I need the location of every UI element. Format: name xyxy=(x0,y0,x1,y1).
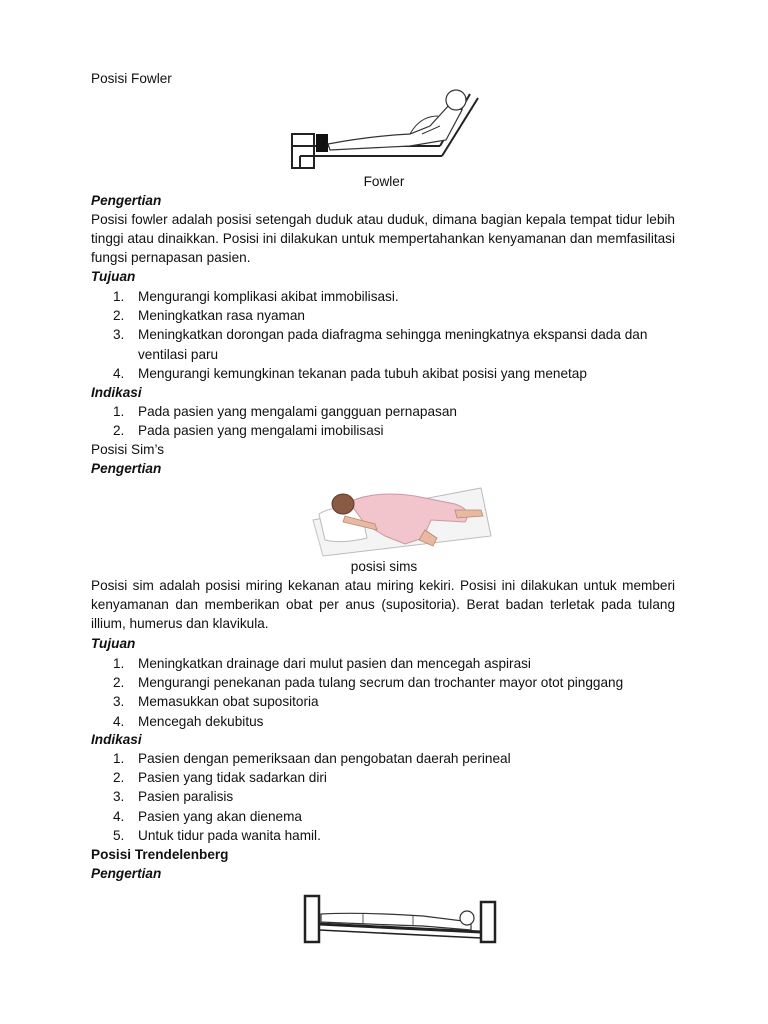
list-item: 1. Pasien dengan pemeriksaan dan pengobatan daerah perineal xyxy=(113,751,511,766)
sims-tujuan-list xyxy=(91,654,678,731)
trendelenberg-title: Posisi Trendelenberg xyxy=(91,847,229,862)
list-item: 4. Mencegah dekubitus xyxy=(113,713,264,729)
list-item: 2. Pada pasien yang mengalami imobilisasi xyxy=(113,423,384,439)
list-item: 3. Memasukkan obat supositoria xyxy=(113,694,319,710)
list-item: 2. Mengurangi penekanan pada tulang secrum dan trochanter mayor otot pinggang xyxy=(113,675,624,691)
list-item: 1. Mengurangi komplikasi akibat immobilisasi. xyxy=(113,289,399,304)
list-item: 5. Untuk tidur pada wanita hamil. xyxy=(113,827,321,843)
fowler-illustration xyxy=(290,86,490,172)
trendelenberg-pengertian-heading: Pengertian xyxy=(91,866,162,881)
fowler-pengertian-heading: Pengertian xyxy=(91,193,162,208)
sims-indikasi-heading: Indikasi xyxy=(91,732,142,747)
list-item: 3. Pasien paralisis xyxy=(113,789,234,805)
trendelenberg-illustration xyxy=(303,892,497,946)
list-item: 4. Pasien yang akan dienema xyxy=(113,808,302,824)
sims-caption: posisi sims xyxy=(350,559,418,574)
sims-tujuan-heading: Tujuan xyxy=(91,636,136,651)
fowler-pengertian-text: Posisi fowler adalah posisi setengah duduk atau duduk, dimana bagian kepala tempat tidur lebih tinggi atau dinaikkan. Posisi ini dilakukan untuk mempertahankan kenyamanan dan memfasilitasi fungsi pernapasan pasien. xyxy=(91,212,675,266)
list-item: 1. Pada pasien yang mengalami gangguan pernapasan xyxy=(113,404,457,419)
fowler-indikasi-list xyxy=(91,402,678,440)
fowler-title: Posisi Fowler xyxy=(91,71,172,86)
list-item: 4. Mengurangi kemungkinan tekanan pada tubuh akibat posisi yang menetap xyxy=(113,365,587,381)
list-item: 2. Pasien yang tidak sadarkan diri xyxy=(113,770,327,786)
sims-pengertian-text: Posisi sim adalah posisi miring kekanan atau miring kekiri. Posisi ini dilakukan untuk memberi kenyamanan dan memberikan obat per anus (supositoria). Berat badan terletak pada tulang illium, humerus dan klavikula. xyxy=(91,578,675,632)
fowler-tujuan-list xyxy=(91,287,678,383)
sims-pengertian-heading: Pengertian xyxy=(91,461,162,476)
fowler-tujuan-heading: Tujuan xyxy=(91,269,136,284)
sims-indikasi-list xyxy=(91,749,678,845)
sims-illustration xyxy=(305,480,495,558)
list-item: 3. Meningkatkan dorongan pada diafragma sehingga meningkatnya ekspansi dada dan ventilasi paru xyxy=(113,327,648,362)
fowler-indikasi-heading: Indikasi xyxy=(91,385,142,400)
list-item: 2. Meningkatkan rasa nyaman xyxy=(113,308,305,324)
sims-title: Posisi Sim’s xyxy=(91,442,165,457)
list-item: 1. Meningkatkan drainage dari mulut pasien dan mencegah aspirasi xyxy=(113,656,531,671)
fowler-caption: Fowler xyxy=(363,174,405,189)
